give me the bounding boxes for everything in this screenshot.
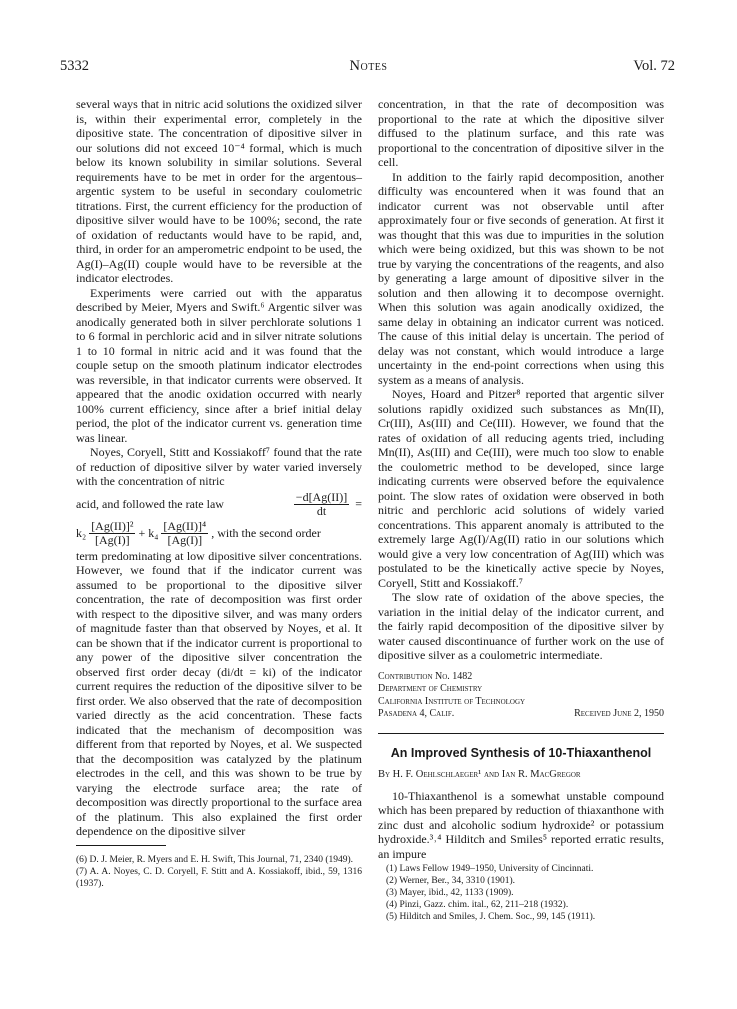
footnote: (5) Hilditch and Smiles, J. Chem. Soc., 99, 145 (1911). xyxy=(386,912,596,922)
footnotes xyxy=(378,863,664,923)
footnote-rule xyxy=(76,845,166,846)
running-title: Notes xyxy=(349,58,388,74)
rate-law-equation xyxy=(76,491,362,547)
volume-label: Vol. 72 xyxy=(633,58,675,74)
paragraph: Noyes, Hoard and Pitzer⁸ reported that argentic silver solutions rapidly oxidized such substances as Mn(II), Cr(III), As(III) and Ce(III). However, we found that the rates of oxidation of all reducing agents tried, including Mn(II), As(III) and Ce(III), were much too slow to enable the coulometric method to be developed, since large indicating currents were observed before the equivalence point. The slow rates of oxidation were observed in both nitric and perchloric acid solutions of widely varied concentrations. This apparent anomaly is attributed to the extremely large Ag(I)/Ag(II) ratio in our solutions which would give a very low concentration of Ag(III) which was postulated to be the kinetically active specie by Noyes, Coryell, Stitt and Kossiakoff.⁷ xyxy=(378,387,664,590)
paragraph: Noyes, Coryell, Stitt and Kossiakoff⁷ found that the rate of reduction of dipositive silver by water varied inversely with the concentration of nitric xyxy=(76,445,362,488)
affiliation-block xyxy=(378,671,664,721)
fraction-numerator: −d[Ag(II)] xyxy=(295,489,348,504)
footnote: (2) Werner, Ber., 34, 3310 (1901). xyxy=(386,876,516,886)
fraction-denominator: [Ag(I)] xyxy=(167,532,203,547)
page-number: 5332 xyxy=(60,58,89,74)
section-divider xyxy=(378,733,664,734)
institution: California Institute of Technology xyxy=(378,695,526,707)
paragraph: In addition to the fairly rapid decomposition, another difficulty was encountered when it was found that an indicator current was not observable until after approximately four or five seconds of generation. At first it was thought that this was due to impurities in the solution which were being oxidized, but this was shown to be not true by varying the concentrations of the reagents, and also by generating a large amount of dipositive silver in the solution and then allowing it to decompose overnight. When this solution was again anodically oxidized, the same delay in obtaining an indicator current was noticed. The cause of this initial delay is uncertain. The period of delay was not constant, which would introduce a large uncertainty in the end-point corrections when using this system as a means of analysis. xyxy=(378,169,664,387)
fraction-denominator: [Ag(I)] xyxy=(94,532,130,547)
plus-term: + k₄ xyxy=(138,525,159,540)
footnotes xyxy=(76,854,362,890)
fraction-numerator: [Ag(II)]² xyxy=(91,518,134,533)
paragraph: 10-Thiaxanthenol is a somewhat unstable compound which has been prepared by reduction of thiaxanthone with zinc dust and alcoholic sodium hydroxide² or potassium hydroxide.³˒⁴ Hilditch and Smiles⁵ reported erratic results, an impure xyxy=(378,788,664,861)
department: Department of Chemistry xyxy=(378,683,483,694)
fraction xyxy=(161,520,208,547)
footnote: (7) A. A. Noyes, C. D. Coryell, F. Stitt and A. Kossiakoff, ibid., 59, 1316 (1937). xyxy=(76,866,362,889)
rate-constant: k₂ xyxy=(76,525,87,540)
footnote: (3) Mayer, ibid., 42, 1133 (1909). xyxy=(386,888,514,898)
footnote: (1) Laws Fellow 1949–1950, University of Cincinnati. xyxy=(386,864,594,874)
fraction xyxy=(89,520,135,547)
city: Pasadena 4, Calif. xyxy=(378,708,455,719)
fraction-denominator: dt xyxy=(316,503,327,518)
equation-tail-text: , with the second order xyxy=(211,525,321,540)
byline: By H. F. Oehlschlaeger¹ and Ian R. MacGregor xyxy=(378,769,581,780)
received-date: Received June 2, 1950 xyxy=(574,708,664,719)
article-title: An Improved Synthesis of 10-Thiaxanthenol xyxy=(390,745,652,760)
paragraph: term predominating at low dipositive silver concentrations. However, we found that if the indicator current was assumed to be proportional to the dipositive silver concentration, the rate of decomposition was first order with respect to the dipositive silver, and was many orders of magnitude faster than that observed by Noyes, et al. It can be shown that if the indicator current is proportional to any power of the dipositive silver concentration the observed first order decay (di/dt = ki) of the indicator current requires the reduction of the dipositive silver to be first order. We also observed that the rate of decomposition varied directly as the acid concentration. These facts indicated that the mechanism of decomposition was different from that reported by Noyes, et al. We suspected that the decomposition was catalyzed by the platinum electrodes in the cell, and this was shown to be true by varying the electrode surface area; the rate of decomposition was directly proportional to the surface area of the platinum. This also explained the first order dependence on the dipositive silver xyxy=(76,548,362,838)
equals-sign: = xyxy=(355,495,362,510)
footnote: (6) D. J. Meier, R. Myers and E. H. Swift, This Journal, 71, 2340 (1949). xyxy=(76,854,354,865)
paragraph: The slow rate of oxidation of the above species, the variation in the initial delay of the indicator current, and the fairly rapid decomposition of the dipositive silver by water caused discontinuance of further work on the use of dipositive silver as a coulometric intermediate. xyxy=(378,590,664,662)
paragraph: several ways that in nitric acid solutions the oxidized silver is, within their experimental error, completely in the dipositive state. The concentration of dipositive silver in our solutions did not exceed 10⁻⁴ formal, which is much below its known solubility in similar solutions. Several requirements have to be met in order for the argentous–argentic system to be useful in secondary coulometric titrations. First, the current efficiency for the production of dipositive silver would have to be 100%; second, the rate of oxidation of reductants would have to be rapid, and, third, in order for an amperometric endpoint to be used, the Ag(I)–Ag(II) couple would have to be reversible at the indicator electrodes. xyxy=(76,97,362,285)
left-column xyxy=(76,97,362,890)
equation-lead-text: acid, and followed the rate law xyxy=(76,496,224,511)
paragraph: Experiments were carried out with the apparatus described by Meier, Myers and Swift.⁶ Argentic silver was anodically generated both in silver perchlorate solutions 1 to 6 formal in perchloric acid and in silver nitrate solutions 1 to 10 formal in nitric acid and it was found that the couple setup on the smooth platinum indicator electrodes was reversible, in that indicator currents were observed. It appeared that the anodic oxidation occurred with nearly 100% current efficiency, since after a brief initial delay period, the plot of the indicator current vs. generation time was linear. xyxy=(76,285,362,445)
contribution-number: Contribution No. 1482 xyxy=(378,670,473,682)
footnote: (4) Pinzi, Gazz. chim. ital., 62, 211–218 (1932). xyxy=(386,900,569,910)
paragraph: concentration, in that the rate of decomposition was proportional to the rate at which the dipositive silver diffused to the platinum surface, and this rate was proportional to the concentration of dipositive silver in the cell. xyxy=(378,97,664,169)
page-header xyxy=(0,58,737,78)
fraction-numerator: [Ag(II)]⁴ xyxy=(163,518,207,533)
right-column xyxy=(378,97,664,923)
fraction xyxy=(294,491,349,518)
